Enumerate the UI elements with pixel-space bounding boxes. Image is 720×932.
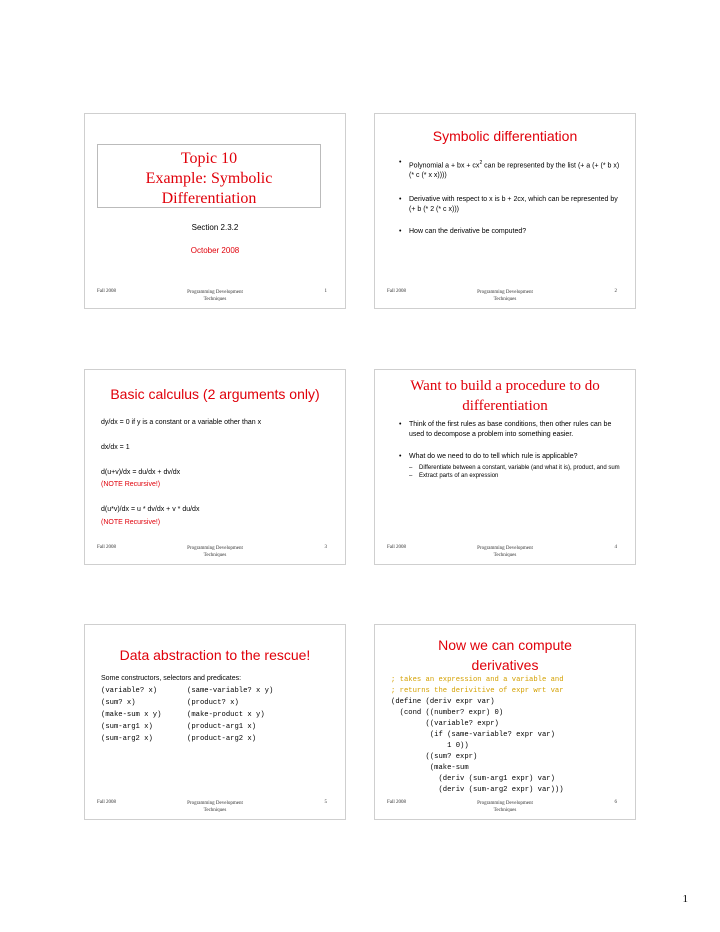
list-item: (sum-arg2 x) (product-arg2 x)	[101, 735, 257, 743]
bullet-item: • What do we need to do to tell which rule is applicable? – Differentiate between a constant, variable (and what it is), product, and sum – Extract parts of an expression	[399, 452, 625, 480]
slide-3: Basic calculus (2 arguments only) dy/dx = 0 if y is a constant or a variable other than x dx/dx = 1 d(u+v)/dx = du/dx + dv/dx (NOTE Recursive!) d(u*v)/dx = u * dv/dx + v * du/dx (NOTE Recursive!) Fall 2008 Programming Development Techniques 3	[84, 369, 346, 565]
list-item: (sum? x) (product? x)	[101, 699, 239, 707]
slide-number: 6	[614, 800, 617, 805]
list-item: (make-sum x y) (make-product x y)	[101, 711, 265, 719]
slide-footer: Fall 2008 Programming Development Techniques 6	[387, 800, 617, 813]
slide-number: 3	[324, 545, 327, 550]
bullet-item: • Derivative with respect to x is b + 2cx, which can be represented by (+ b (* 2 (* c x)))	[399, 195, 625, 215]
slide-title: Now we can compute derivatives	[438, 637, 572, 673]
slide-title: Want to build a procedure to do differentiation	[410, 378, 600, 414]
slide-number: 4	[614, 545, 617, 550]
bullet-list	[399, 158, 625, 237]
slide-title: Topic 10 Example: Symbolic Differentiation	[97, 144, 321, 208]
bullet-item: • Think of the first rules as base conditions, then other rules can be used to decompose a problem into something easier.	[399, 420, 625, 440]
slide-title: Data abstraction to the rescue!	[119, 647, 311, 663]
slide-2	[374, 113, 636, 309]
date-label: October 2008	[190, 246, 240, 255]
bullet-item: • Polynomial a + bx + $cx^2$ can be represented by the list (+ a (+ (* b x) (* c (* x x))))	[399, 158, 625, 181]
slide-1	[84, 113, 346, 309]
slide-title: Symbolic differentiation	[432, 128, 578, 144]
sub-bullet-item: – Extract parts of an expression	[409, 472, 625, 480]
slide-footer: Fall 2008 Programming Development Techniques 4	[387, 545, 617, 558]
function-list	[101, 685, 273, 745]
page-number: 1	[682, 893, 688, 905]
slide-number: 5	[324, 800, 327, 805]
slide-6	[374, 624, 636, 820]
list-item: (variable? x) (same-variable? x y)	[101, 687, 274, 695]
slide-number: 1	[324, 289, 327, 294]
slide-footer: Fall 2008 Programming Development Techniques 2	[387, 289, 617, 302]
list-item: (sum-arg1 x) (product-arg1 x)	[101, 723, 257, 731]
slide-number: 2	[614, 289, 617, 294]
bullet-item: • How can the derivative be computed?	[399, 227, 625, 237]
slide-footer: Fall 2008 Programming Development Techniques 3	[97, 545, 327, 558]
slide-5: Data abstraction to the rescue! Some constructors, selectors and predicates: (variable? x) (same-variable? x y) (sum? x) (product? x) (make-sum x y) (make-product x y) (sum-arg1 x) (product-arg1 x) (sum-arg2 x) (product-arg2 x) Fall 2008 Programming Development Techniques 5	[84, 624, 346, 820]
sub-bullet-item: – Differentiate between a constant, variable (and what it is), product, and sum	[409, 464, 625, 472]
slide-4	[374, 369, 636, 565]
section-label: Section 2.3.2	[191, 223, 239, 232]
bullet-list	[399, 420, 625, 480]
slide-footer: Fall 2008 Programming Development Techniques 1	[97, 289, 327, 302]
slide-footer: Fall 2008 Programming Development Techniques 5	[97, 800, 327, 813]
slide-title: Basic calculus (2 arguments only)	[110, 386, 320, 402]
code-block: ; takes an expression and a variable and ; returns the derivitive of expr wrt var (define (deriv expr var) (cond ((number? expr) 0) ((variable? expr) (if (same-variable? expr var) 1 0)) ((sum? expr) (make-sum (deriv (sum-arg1 expr) var) (deriv (sum-arg2 expr) var)))	[391, 676, 564, 794]
